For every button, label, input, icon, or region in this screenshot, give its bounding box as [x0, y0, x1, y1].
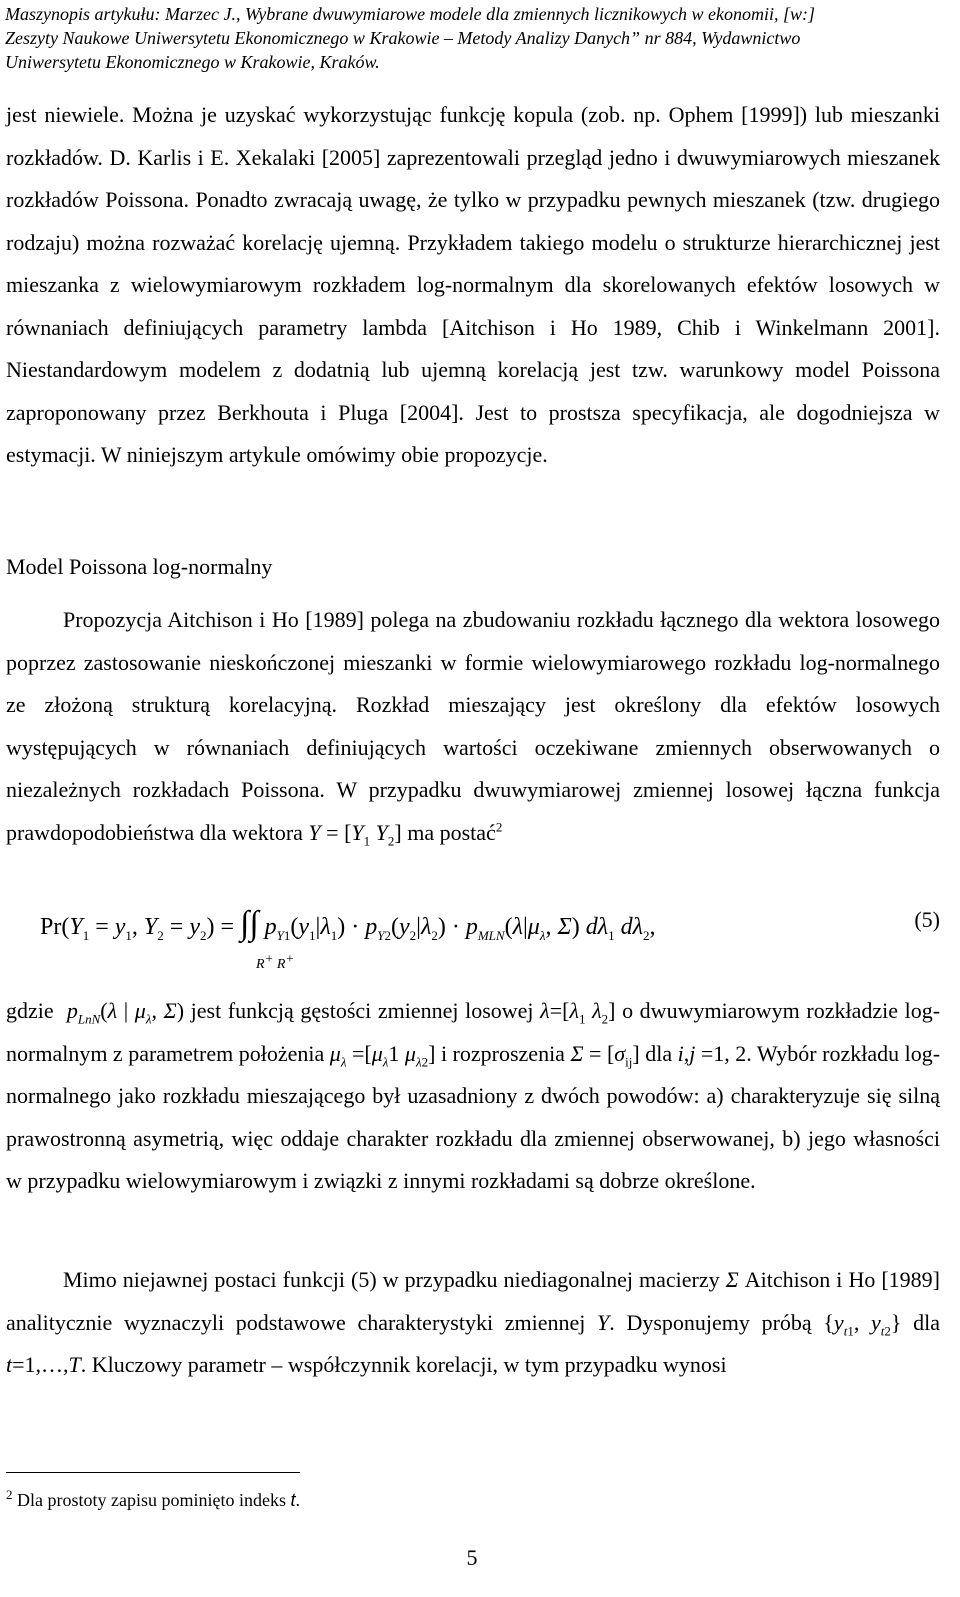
paragraph-4-text-6: . Kluczowy parametr – współczynnik korelacji, w tym przypadku wynosi	[80, 1352, 727, 1377]
footnote-mark: 2	[6, 1487, 13, 1502]
paragraph-4-text-5: =1,…,	[12, 1352, 69, 1377]
paragraph-2	[6, 599, 940, 854]
footnote-index-t: t	[290, 1490, 296, 1510]
paragraph-4-text-4: } dla	[890, 1309, 941, 1335]
paragraph-1-part-2: Przykładem takiego modelu o strukturze hierarchicznej jest mieszanka z wielowymiarowym rozkładem log-normalnym dla skorelowanych efektów losowych w równaniach definiujących parametry lambda [Aitchison i Ho 1989, Chib i Winkelmann 2001]. Niestandardowym modelem z dodatnią lub ujemną korelacją jest tzw. warunkowy model Poissona zaproponowany przez Berkhouta i Pluga [2004]. Jest to prostsza specyfikacja, ale dogodniejsza w estymacji. W niniejszym artykule omówimy obie propozycje.	[6, 229, 941, 467]
integral-domain-label: R+ R+	[256, 950, 295, 972]
footnote-text: Dla prostoty zapisu pominięto indeks	[12, 1490, 291, 1510]
equation-number: (5)	[914, 907, 940, 932]
paragraph-4-text-2: Aitchison i Ho [1989] analitycznie wyznaczyli podstawowe charakterystyki zmiennej	[6, 1267, 941, 1335]
vector-y-definition: $Y = [Y_1$ $Y_2$]	[308, 819, 402, 848]
page-number: 5	[466, 1545, 478, 1570]
citation-line-3: Uniwersytetu Ekonomicznego w Krakowie, Kraków.	[5, 52, 380, 72]
inline-T: T	[68, 1352, 81, 1377]
paragraph-1	[6, 94, 940, 477]
paragraph-2-text: Propozycja Aitchison i Ho [1989] polega na zbudowaniu rozkładu łącznego dla wektora losowego poprzez zastosowanie nieskończonej mieszanki w formie wielowymiarowego rozkładu log-normalnego ze złożoną strukturą korelacyjną. Rozkład mieszający jest określony dla efektów losowych występujących w równaniach definiujących wartości oczekiwane zmiennych obserwowanych o niezależnych rozkładach Poissona. W przypadku dwuwymiarowej zmiennej losowej łączna funkcja prawdopodobieństwa dla wektora	[6, 607, 940, 845]
inline-sigma: Σ	[725, 1267, 739, 1292]
citation-line-1: Maszynopis artykułu: Marzec J., Wybrane dwuwymiarowe modele dla zmiennych licznikowych w ekonomii, [w:]	[5, 4, 816, 24]
citation-line-2: Zeszyty Naukowe Uniwersytetu Ekonomicznego w Krakowie – Metody Analizy Danych” nr 884, Wydawnictwo	[5, 28, 801, 48]
paragraph-4-text-3: . Dysponujemy próbą {	[609, 1309, 834, 1335]
inline-y: Y	[597, 1309, 610, 1335]
paragraph-3-gdzie: gdzie	[6, 998, 54, 1023]
paragraph-3-text-1: jest funkcją gęstości zmiennej losowej	[184, 998, 541, 1023]
paragraph-3-text-2: o dwuwymiarowym rozkładzie log-normalnym z parametrem położenia	[6, 998, 941, 1066]
citation-header	[5, 2, 955, 74]
equation-5	[40, 905, 940, 985]
paragraph-4-text-1: Mimo niejawnej postaci funkcji (5) w przypadku niediagonalnej macierzy	[63, 1267, 726, 1292]
paragraph-3: gdzie $p_{LnN}(\lambda$ | $\mu_\lambda$, Σ) jest funkcją gęstości zmiennej losowej $\lambda=[\lambda_1$ $\lambda_2$] o dwuwymiarowym rozkładzie log-normalnym z parametrem położenia $\mu_\lambda =[\mu_\lambda 1$ $\mu_{\lambda 2}$] i rozproszenia $\Sigma = [\sigma_{ij}]$ dla i,j =1, 2. Wybór rozkładu log-normalnego jako rozkładu mieszającego był uzasadniony z dwóch powodów: a) charakteryzuje się silną prawostronną asymetrią, więc oddaje charakter rozkładu dla zmiennej obserwowanej, b) jego własności w przypadku wielowymiarowym i związki z innymi rozkładami są dobrze określone.	[6, 998, 941, 1193]
footnote-2: $^2$ Dla prostoty zapisu pominięto indeks t.	[6, 1487, 300, 1510]
paragraph-3-text-3: i rozproszenia	[435, 1040, 571, 1066]
inline-density: $p_{LnN}(\lambda$ | $\mu_\lambda$, Σ)	[66, 998, 185, 1027]
inline-sigma-matrix: $\Sigma = [\sigma_{ij}]$	[570, 1040, 640, 1069]
paragraph-2-tail: ma postać	[401, 819, 496, 845]
paragraph-3-text-5: =1, 2. Wybór rozkładu log-normalnego jako rozkładu mieszającego był uzasadniony z dwóch powodów: a) charakteryzuje się silną prawostronną asymetrią, więc oddaje charakter rozkładu dla zmiennej obserwowanej, b) jego własności w przypadku wielowymiarowym i związki z innymi rozkładami są dobrze określone.	[6, 1040, 941, 1193]
paragraph-4	[6, 1259, 940, 1387]
equation-5-body: $Pr(Y_1 = y_1$, $Y_2 = y_2$) = ∫∫ $p_{Y1}(y_1|\lambda_1) \cdot p_{Y2}(y_2|\lambda_2) \cdot p_{MLN}(\lambda|\mu_\lambda$, Σ) $d\lambda_1$ $d\lambda_2$,	[40, 905, 656, 943]
footnote-ref-2: 2	[495, 819, 503, 835]
paragraph-3-text-4: dla	[639, 1040, 678, 1066]
paragraph-1-part-1: jest niewiele. Można je uzyskać wykorzystując funkcję kopula (zob. np. Ophem [1999]) lub mieszanki rozkładów. D. Karlis i E. Xekalaki [2005] zaprezentowali przegląd jedno i dwuwymiarowych mieszanek rozkładów Poissona. Ponadto zwracają uwagę, że tylko w przypadku pewnych mieszanek (tzw. drugiego rodzaju) można rozważać korelację ujemną.	[6, 102, 940, 255]
inline-lambda-vector: $\lambda=[\lambda_1$ $\lambda_2$]	[540, 998, 616, 1027]
footnote-divider	[6, 1472, 300, 1473]
inline-indices: i	[677, 1040, 684, 1066]
inline-mu-vector: $\mu_\lambda =[\mu_\lambda 1$ $\mu_{\lambda 2}$]	[329, 1040, 436, 1069]
inline-sample: $y_{t1}$, $y_{t2}$	[833, 1309, 891, 1338]
section-heading: Model Poissona log-normalny	[6, 554, 273, 579]
inline-t: t	[6, 1352, 13, 1377]
